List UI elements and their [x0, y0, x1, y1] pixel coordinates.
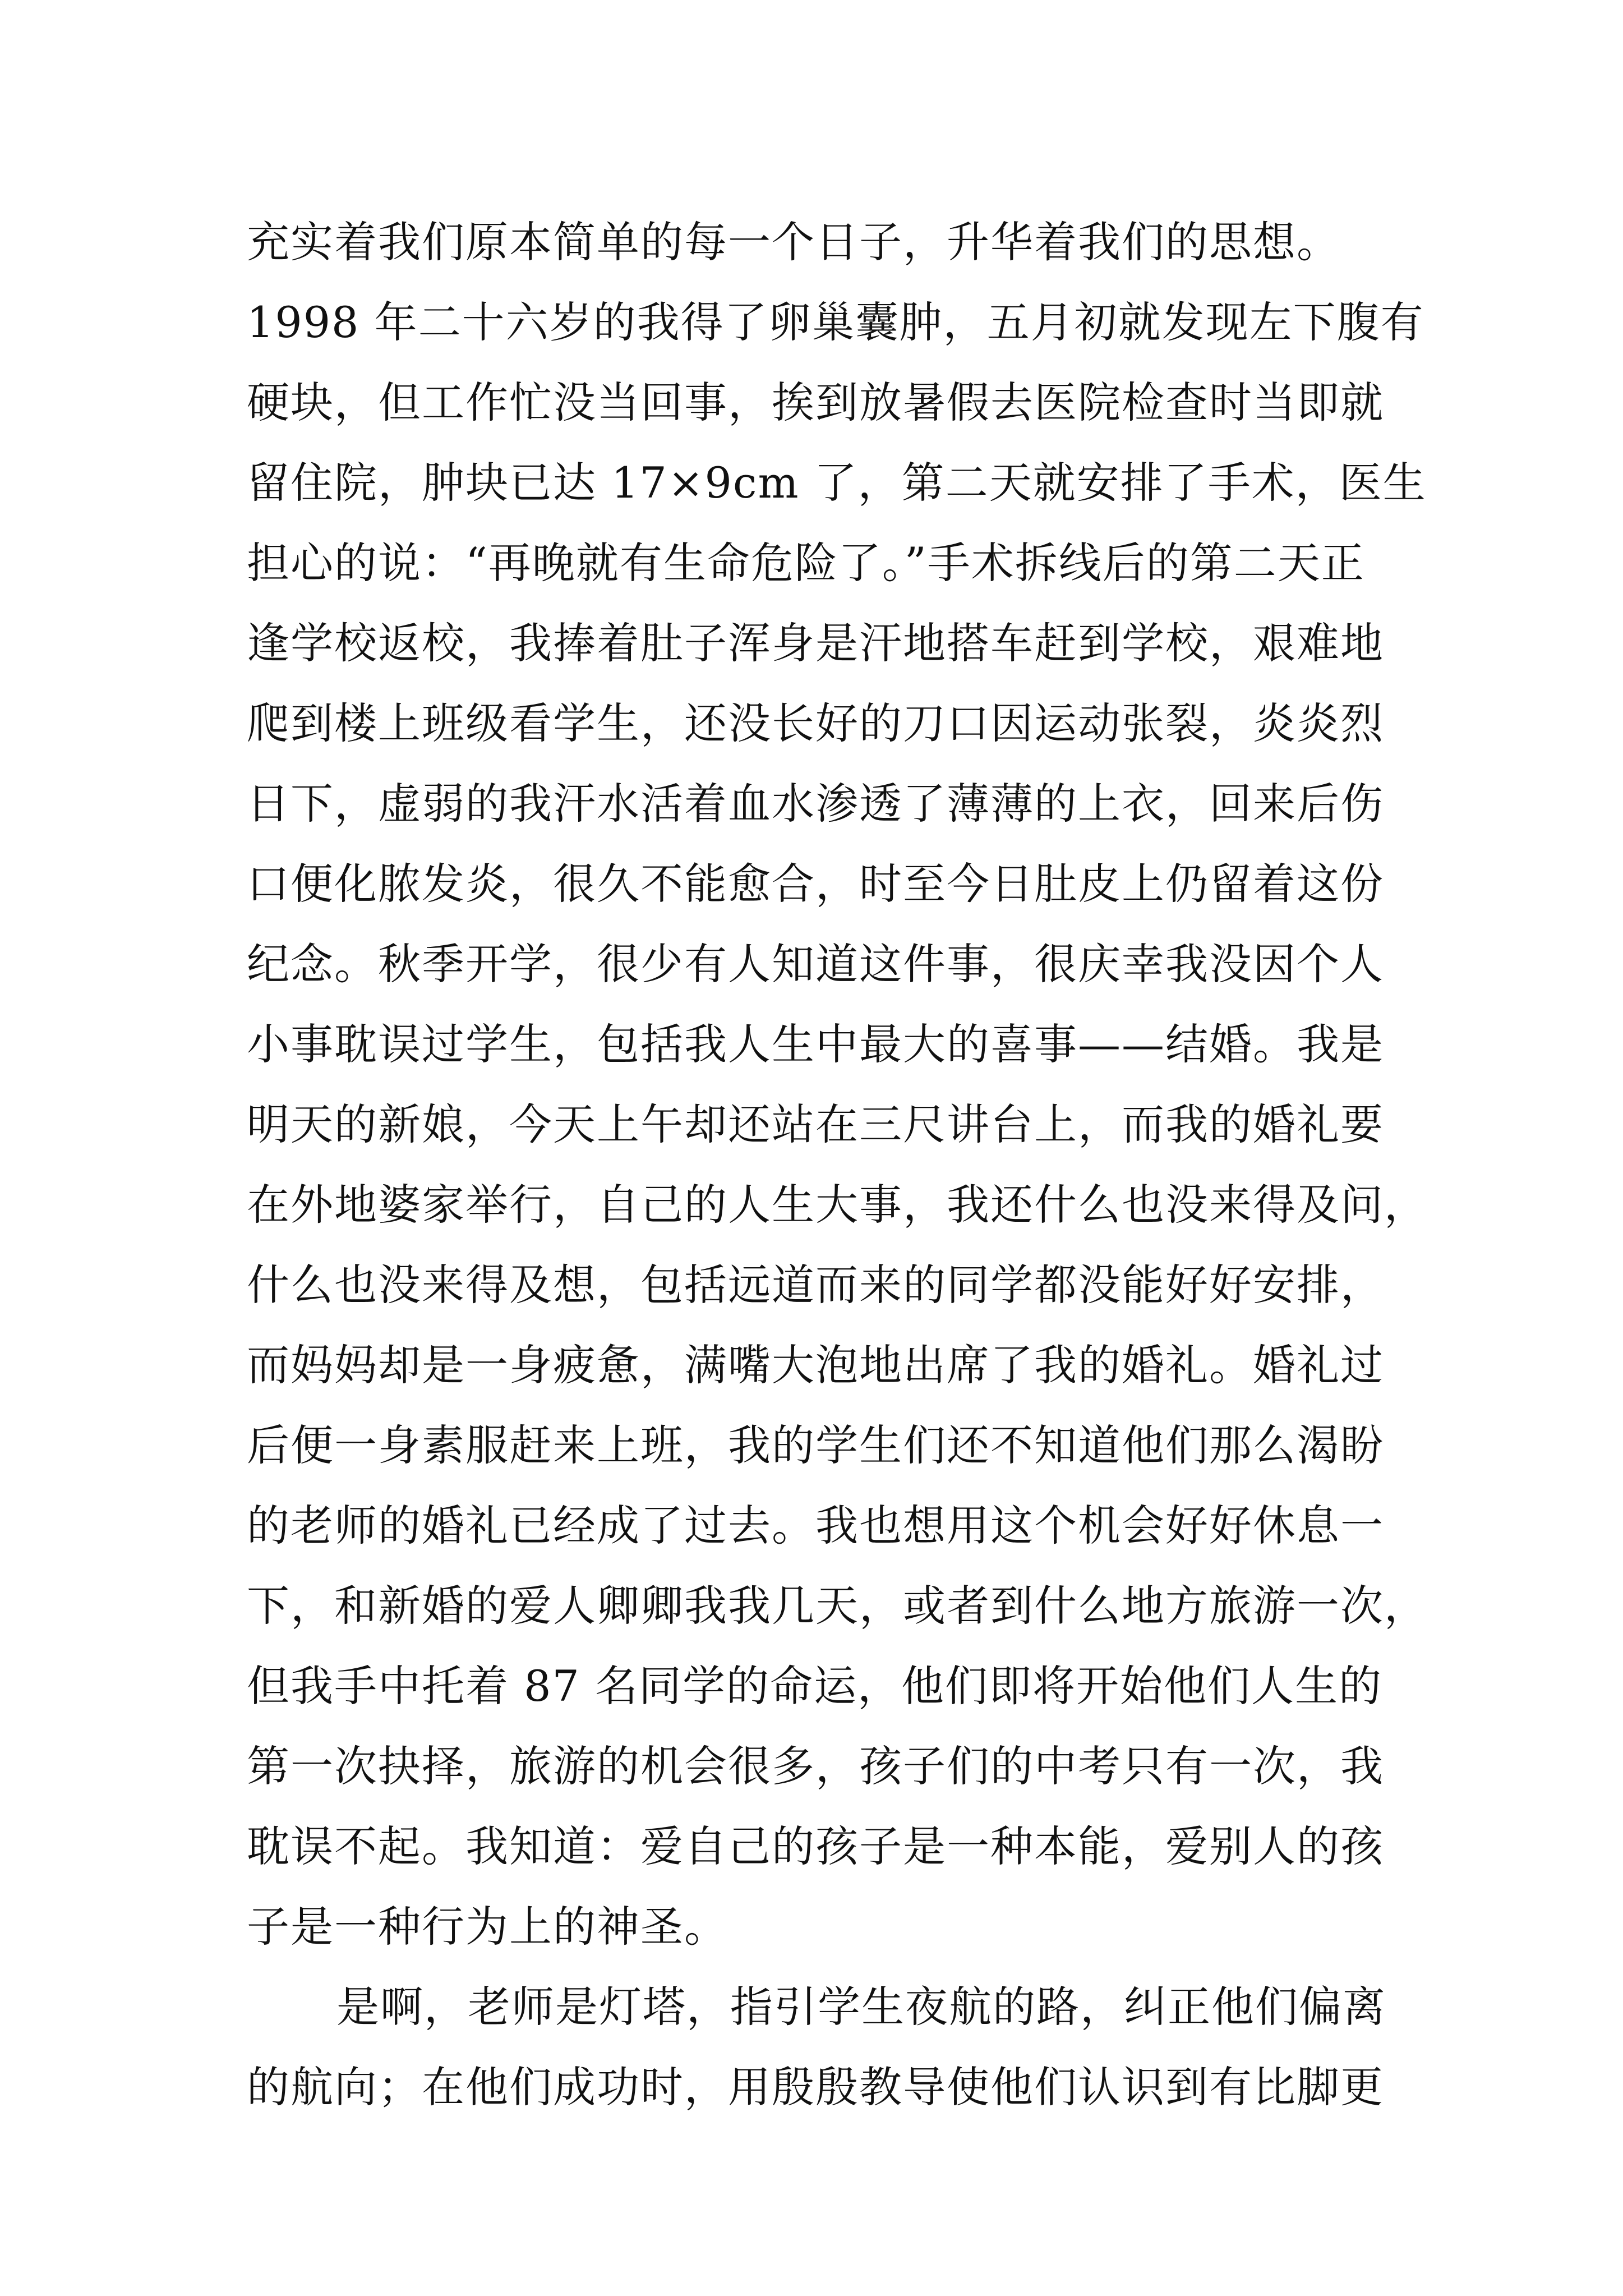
text-line: 1998 年二十六岁的我得了卵巢囊肿，五月初就发现左下腹有	[247, 297, 1424, 347]
text-line: 日下，虚弱的我汗水活着血水渗透了薄薄的上衣，回来后伤	[247, 779, 1384, 829]
text-line: 明天的新娘，今天上午却还站在三尺讲台上，而我的婚礼要	[247, 1099, 1384, 1149]
text-line: 下，和新婚的爱人卿卿我我几天，或者到什么地方旅游一次，	[247, 1581, 1428, 1631]
text-line: 留住院，肿块已达 17×9cm 了，第二天就安排了手术，医生	[247, 458, 1427, 508]
text-line: 硬块，但工作忙没当回事，挨到放暑假去医院检查时当即就	[247, 378, 1384, 427]
text-line: 爬到楼上班级看学生，还没长好的刀口因运动张裂，炎炎烈	[247, 698, 1384, 748]
paragraph-start-line: 是啊，老师是灯塔，指引学生夜航的路，纠正他们偏离	[336, 1982, 1386, 2032]
text-line: 什么也没来得及想，包括远道而来的同学都没能好好安排，	[247, 1260, 1384, 1310]
body-text	[247, 202, 1428, 2127]
text-line: 小事耽误过学生，包括我人生中最大的喜事——结婚。我是	[247, 1019, 1384, 1069]
text-line: 充实着我们原本简单的每一个日子，升华着我们的思想。	[247, 217, 1340, 267]
text-line: 纪念。秋季开学，很少有人知道这件事，很庆幸我没因个人	[247, 939, 1384, 989]
text-line: 而妈妈却是一身疲惫，满嘴大泡地出席了我的婚礼。婚礼过	[247, 1340, 1384, 1390]
text-line: 逢学校返校，我捧着肚子浑身是汗地搭车赶到学校，艰难地	[247, 618, 1384, 668]
text-line: 耽误不起。我知道：爱自己的孩子是一种本能，爱别人的孩	[247, 1821, 1384, 1871]
text-line: 担心的说：“再晚就有生命危险了。”手术拆线后的第二天正	[247, 538, 1365, 588]
text-line: 口便化脓发炎，很久不能愈合，时至今日肚皮上仍留着这份	[247, 859, 1384, 909]
text-line: 子是一种行为上的神圣。	[247, 1902, 728, 1952]
text-line: 的航向；在他们成功时，用殷殷教导使他们认识到有比脚更	[247, 2062, 1384, 2112]
text-line: 在外地婆家举行，自己的人生大事，我还什么也没来得及问，	[247, 1180, 1428, 1230]
text-line: 后便一身素服赶来上班，我的学生们还不知道他们那么渴盼	[247, 1420, 1384, 1470]
text-line: 的老师的婚礼已经成了过去。我也想用这个机会好好休息一	[247, 1501, 1384, 1550]
text-line: 但我手中托着 87 名同学的命运，他们即将开始他们人生的	[247, 1661, 1383, 1711]
text-line: 第一次抉择，旅游的机会很多，孩子们的中考只有一次，我	[247, 1741, 1384, 1791]
